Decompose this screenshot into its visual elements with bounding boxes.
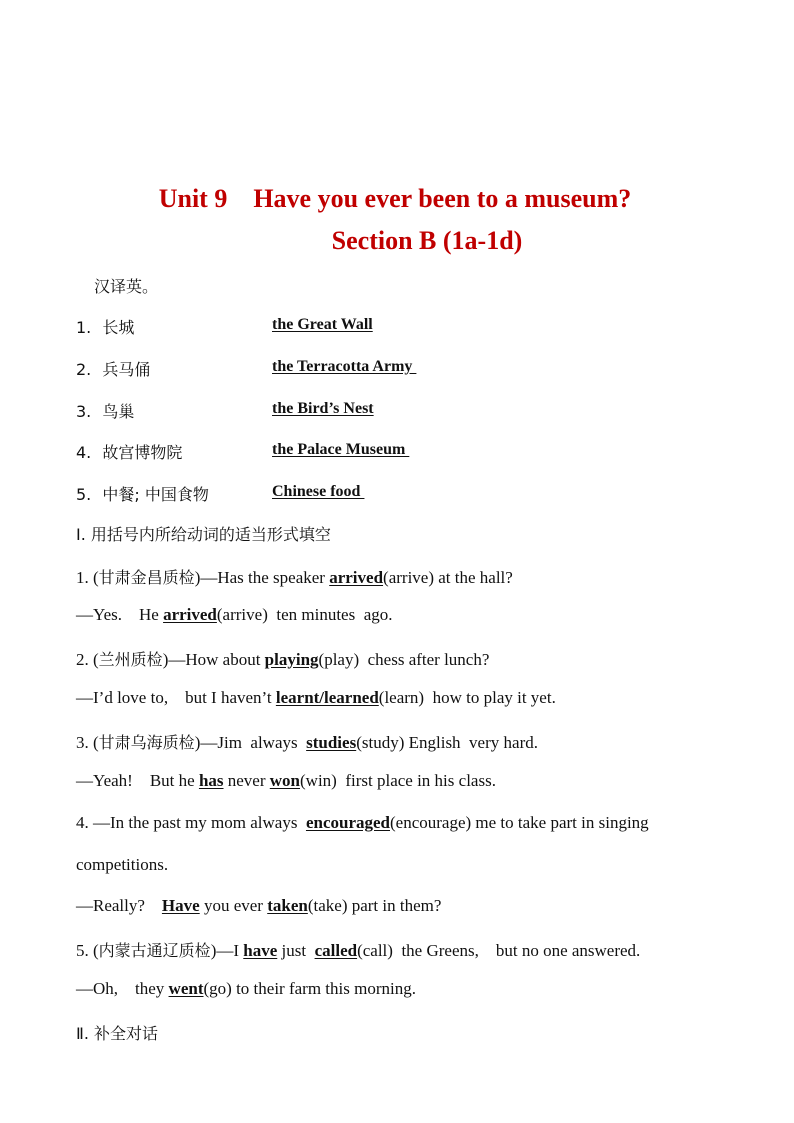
item-number: 1. [76, 318, 92, 337]
question-3-line-b: —Yeah! But he has never won(win) first place in his class. [76, 771, 496, 790]
item-chinese: 故宫博物院 [102, 443, 183, 462]
item-number: 2. [76, 360, 92, 379]
answer: went [168, 979, 204, 998]
unit-title: Unit 9 Have you ever been to a museum? [158, 184, 632, 213]
question-2-line-a: 2. (兰州质检)—How about playing(play) chess after lunch? [76, 650, 490, 669]
answer: called [314, 941, 358, 960]
item-number: 4. [76, 443, 92, 462]
item-chinese: 兵马俑 [102, 360, 151, 379]
answer: won [269, 771, 301, 790]
source-tag: 甘肃金昌质检 [98, 568, 195, 587]
answer: learnt/learned [275, 688, 379, 707]
question-2-line-b: —I’d love to, but I haven’t learnt/learned(learn) how to play it yet. [76, 688, 556, 707]
source-tag: 内蒙古通辽质检 [98, 941, 211, 960]
answer: arrived [329, 568, 384, 587]
answer: taken [267, 896, 308, 915]
answer: Have [161, 896, 200, 915]
question-1-line-a: 1. (甘肃金昌质检)—Has the speaker arrived(arrive) at the hall? [76, 568, 513, 587]
answer: studies [306, 733, 357, 752]
source-tag: 甘肃乌海质检 [98, 733, 195, 752]
answer: have [243, 941, 278, 960]
list-item [76, 315, 134, 338]
question-3-line-a: 3. (甘肃乌海质检)—Jim always studies(study) English very hard. [76, 733, 538, 752]
item-english: Chinese food [272, 483, 365, 500]
vocab-heading: 汉译英。 [94, 277, 159, 296]
source-tag: 兰州质检 [98, 650, 163, 669]
question-4-line-a: 4. —In the past my mom always encouraged(encourage) me to take part in singing [76, 813, 649, 832]
item-english: the Great Wall [272, 316, 373, 333]
section1-heading: Ⅰ. 用括号内所给动词的适当形式填空 [76, 525, 331, 544]
list-item [76, 482, 209, 505]
section-title: Section B (1a-1d) [331, 226, 523, 255]
answer: playing [264, 650, 319, 669]
answer: arrived [163, 605, 217, 624]
answer: has [198, 771, 224, 790]
list-item [76, 440, 182, 463]
item-number: 3. [76, 402, 92, 421]
list-item [76, 399, 134, 422]
question-5-line-a: 5. (内蒙古通辽质检)—I have just called(call) the Greens, but no one answered. [76, 941, 641, 960]
item-english: the Terracotta Army [272, 358, 417, 375]
list-item [76, 357, 150, 380]
item-chinese: 长城 [102, 318, 135, 337]
item-english: the Palace Museum [272, 441, 410, 458]
answer: encouraged [305, 813, 390, 832]
question-4-line-c: —Really? Have you ever taken(take) part in them? [76, 896, 442, 915]
item-chinese: 中餐; 中国食物 [102, 485, 209, 504]
item-chinese: 鸟巢 [102, 402, 135, 421]
item-number: 5. [76, 485, 92, 504]
item-english: the Bird’s Nest [272, 400, 374, 417]
question-4-line-b: competitions. [76, 855, 169, 874]
question-1-line-b: —Yes. He arrived(arrive) ten minutes ago. [76, 605, 393, 624]
question-5-line-b: —Oh, they went(go) to their farm this morning. [76, 979, 416, 998]
section2-heading: Ⅱ. 补全对话 [76, 1024, 159, 1043]
